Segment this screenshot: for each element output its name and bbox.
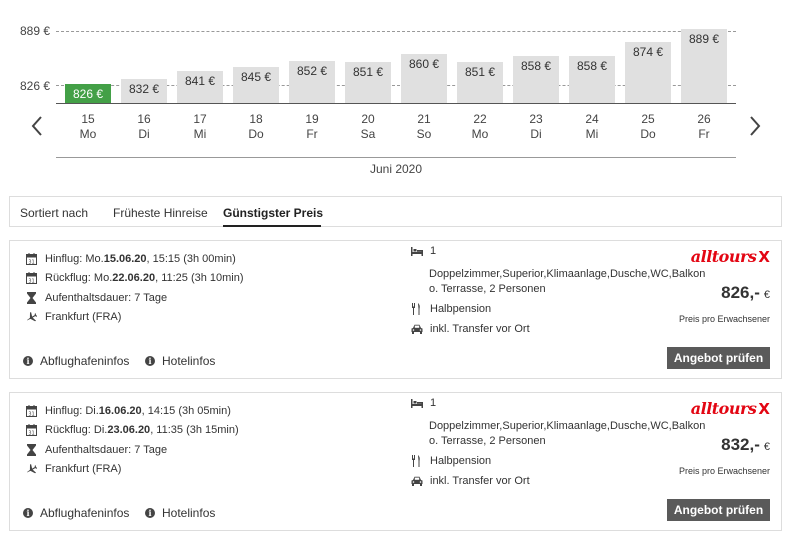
price-bar-25[interactable] <box>625 42 671 103</box>
info-icon: i <box>145 508 155 518</box>
outbound-date: 16.06.20 <box>98 405 142 417</box>
outbound-flight <box>26 403 231 419</box>
day-tick-18[interactable] <box>228 112 284 142</box>
day-number: 17 <box>193 112 207 126</box>
day-number: 22 <box>473 112 487 126</box>
weekday-label: So <box>416 127 432 141</box>
day-number: 16 <box>137 112 151 126</box>
plane-icon <box>26 311 37 323</box>
car-icon <box>411 475 423 487</box>
weekday-label: Sa <box>360 127 376 141</box>
airport-info-link[interactable] <box>23 506 129 520</box>
room-description-line2: o. Terrasse, 2 Personen <box>429 435 546 447</box>
price-bar-20[interactable] <box>345 62 391 103</box>
day-tick-26[interactable] <box>676 112 732 142</box>
info-icon: i <box>145 356 155 366</box>
day-number: 15 <box>81 112 95 126</box>
sort-option-cheapest[interactable]: Günstigster Preis <box>223 206 324 220</box>
weekday-label: Fr <box>698 127 710 141</box>
price-bar-16[interactable] <box>121 79 167 103</box>
day-number: 20 <box>361 112 375 126</box>
calendar-icon <box>26 424 37 436</box>
price <box>721 283 770 303</box>
operator-logo-text: alltours <box>690 247 757 266</box>
weekday-label: Mi <box>193 127 207 141</box>
outbound-prefix: Hinflug: Mo. <box>45 253 104 265</box>
operator-logo-text: alltours <box>690 399 757 418</box>
svg-text:31: 31 <box>28 411 35 417</box>
hotel-info-label: Hotelinfos <box>162 506 216 520</box>
day-tick-25[interactable] <box>620 112 676 142</box>
day-number: 19 <box>305 112 319 126</box>
day-tick-24[interactable] <box>564 112 620 142</box>
price-bar-label: 858 € <box>576 59 608 73</box>
y-axis-label-max: 889 € <box>19 24 50 38</box>
day-tick-20[interactable] <box>340 112 396 142</box>
price-bar-label: 852 € <box>296 64 328 78</box>
y-axis-label-min: 826 € <box>19 79 50 93</box>
transfer-info-text: inkl. Transfer vor Ort <box>430 323 530 335</box>
price-bar-label: 832 € <box>128 82 160 96</box>
price-calendar-chart <box>0 0 791 190</box>
stay-duration-text: Aufenthaltsdauer: 7 Tage <box>45 292 168 304</box>
weekday-label: Mo <box>471 127 489 141</box>
price-bar-label: 851 € <box>464 65 496 79</box>
return-flight <box>26 270 244 286</box>
operator-logo <box>691 247 770 265</box>
departure-airport <box>26 461 121 477</box>
hourglass-icon <box>26 292 37 304</box>
price-bar-label: 860 € <box>408 57 440 71</box>
svg-text:31: 31 <box>28 278 35 284</box>
month-divider <box>56 157 736 158</box>
departure-airport-text: Frankfurt (FRA) <box>45 463 122 475</box>
svg-text:31: 31 <box>28 259 35 265</box>
plane-icon <box>26 463 37 475</box>
price-bar-24[interactable] <box>569 56 615 103</box>
board-type-text: Halbpension <box>430 455 492 467</box>
sort-option-earliest[interactable]: Früheste Hinreise <box>113 206 208 220</box>
chevron-left-icon[interactable] <box>26 114 48 138</box>
price-bar-15[interactable] <box>65 84 111 103</box>
price-bar-21[interactable] <box>401 54 447 103</box>
day-tick-17[interactable] <box>172 112 228 142</box>
price <box>721 435 770 455</box>
price-note: Preis pro Erwachsener <box>678 314 770 324</box>
price-bar-label: 858 € <box>520 59 552 73</box>
bed-icon <box>411 397 423 409</box>
price-bar-label: 889 € <box>688 32 720 46</box>
price-bar-23[interactable] <box>513 56 559 103</box>
check-offer-button[interactable]: Angebot prüfen <box>667 347 770 369</box>
day-tick-23[interactable] <box>508 112 564 142</box>
outbound-flight <box>26 251 236 267</box>
gridline-max <box>56 31 736 32</box>
return-suffix: , 11:25 (3h 10min) <box>155 272 244 284</box>
month-label: Juni 2020 <box>369 162 423 176</box>
departure-airport-text: Frankfurt (FRA) <box>45 311 122 323</box>
hotel-info-link[interactable] <box>145 506 215 520</box>
price-bar-19[interactable] <box>289 61 335 103</box>
board-type <box>411 301 491 317</box>
operator-logo <box>691 399 770 417</box>
day-number: 24 <box>585 112 599 126</box>
room-count-text: 1 <box>430 397 437 409</box>
price-bar-26[interactable] <box>681 29 727 103</box>
day-number: 26 <box>697 112 711 126</box>
price-bar-22[interactable] <box>457 62 503 103</box>
outbound-suffix: , 15:15 (3h 00min) <box>146 253 236 265</box>
price-bar-label: 841 € <box>184 74 216 88</box>
day-tick-16[interactable] <box>116 112 172 142</box>
day-number: 18 <box>249 112 263 126</box>
calendar-icon <box>26 272 37 284</box>
weekday-label: Do <box>640 127 656 141</box>
airport-info-label: Abflughafeninfos <box>40 506 130 520</box>
bed-icon <box>411 245 423 257</box>
day-tick-22[interactable] <box>452 112 508 142</box>
sort-active-underline <box>223 225 321 227</box>
price-currency: € <box>763 289 770 301</box>
transfer-info-text: inkl. Transfer vor Ort <box>430 475 530 487</box>
room-count-text: 1 <box>430 245 437 257</box>
weekday-label: Di <box>530 127 542 141</box>
day-number: 25 <box>641 112 655 126</box>
hourglass-icon <box>26 444 37 456</box>
price-currency: € <box>763 441 770 453</box>
room-count <box>411 243 436 259</box>
price-bar-17[interactable] <box>177 71 223 103</box>
departure-airport <box>26 309 121 325</box>
weekday-label: Di <box>138 127 150 141</box>
hotel-info-link[interactable] <box>145 354 215 368</box>
outbound-date: 15.06.20 <box>103 253 147 265</box>
stay-duration-text: Aufenthaltsdauer: 7 Tage <box>45 444 168 456</box>
price-value: 826,- <box>721 283 760 302</box>
room-description-line1: Doppelzimmer,Superior,Klimaanlage,Dusche,WC,Balkon <box>429 268 706 280</box>
outbound-prefix: Hinflug: Di. <box>45 405 99 417</box>
transfer-info <box>411 473 530 489</box>
day-tick-15[interactable] <box>60 112 116 142</box>
car-icon <box>411 323 423 335</box>
operator-logo-mark: X <box>758 248 770 266</box>
chevron-right-icon[interactable] <box>744 114 766 138</box>
cutlery-icon <box>411 455 422 467</box>
room-description-line1: Doppelzimmer,Superior,Klimaanlage,Dusche,WC,Balkon <box>429 420 706 432</box>
weekday-label: Fr <box>306 127 318 141</box>
return-suffix: , 11:35 (3h 15min) <box>150 424 239 436</box>
weekday-label: Mo <box>79 127 97 141</box>
airport-info-link[interactable] <box>23 354 129 368</box>
weekday-label: Mi <box>585 127 599 141</box>
price-bar-label: 826 € <box>72 87 104 101</box>
calendar-icon <box>26 253 37 265</box>
return-date: 22.06.20 <box>112 272 156 284</box>
board-type-text: Halbpension <box>430 303 492 315</box>
svg-text:31: 31 <box>28 430 35 436</box>
info-icon: i <box>23 356 33 366</box>
hotel-info-label: Hotelinfos <box>162 354 216 368</box>
info-icon: i <box>23 508 33 518</box>
stay-duration <box>26 290 167 306</box>
return-flight <box>26 422 239 438</box>
return-date: 23.06.20 <box>107 424 151 436</box>
calendar-icon <box>26 405 37 417</box>
airport-info-label: Abflughafeninfos <box>40 354 130 368</box>
price-bar-label: 845 € <box>240 70 272 84</box>
price-note: Preis pro Erwachsener <box>678 466 770 476</box>
operator-logo-mark: X <box>758 400 770 418</box>
return-prefix: Rückflug: Mo. <box>45 272 113 284</box>
day-tick-19[interactable] <box>284 112 340 142</box>
room-count <box>411 395 436 411</box>
weekday-label: Do <box>248 127 264 141</box>
outbound-suffix: , 14:15 (3h 05min) <box>141 405 231 417</box>
check-offer-button[interactable]: Angebot prüfen <box>667 499 770 521</box>
price-bar-label: 874 € <box>632 45 664 59</box>
room-description-line2: o. Terrasse, 2 Personen <box>429 283 546 295</box>
stay-duration <box>26 442 167 458</box>
offer-card-1 <box>9 240 782 379</box>
board-type <box>411 453 491 469</box>
price-bar-label: 851 € <box>352 65 384 79</box>
day-number: 21 <box>417 112 431 126</box>
day-tick-21[interactable] <box>396 112 452 142</box>
day-number: 23 <box>529 112 543 126</box>
sort-bar <box>9 196 782 227</box>
sort-label: Sortiert nach <box>20 206 89 220</box>
return-prefix: Rückflug: Di. <box>45 424 108 436</box>
cutlery-icon <box>411 303 422 315</box>
price-value: 832,- <box>721 435 760 454</box>
price-bar-18[interactable] <box>233 67 279 103</box>
transfer-info <box>411 321 530 337</box>
offer-card-2 <box>9 392 782 531</box>
chart-baseline <box>56 103 736 104</box>
